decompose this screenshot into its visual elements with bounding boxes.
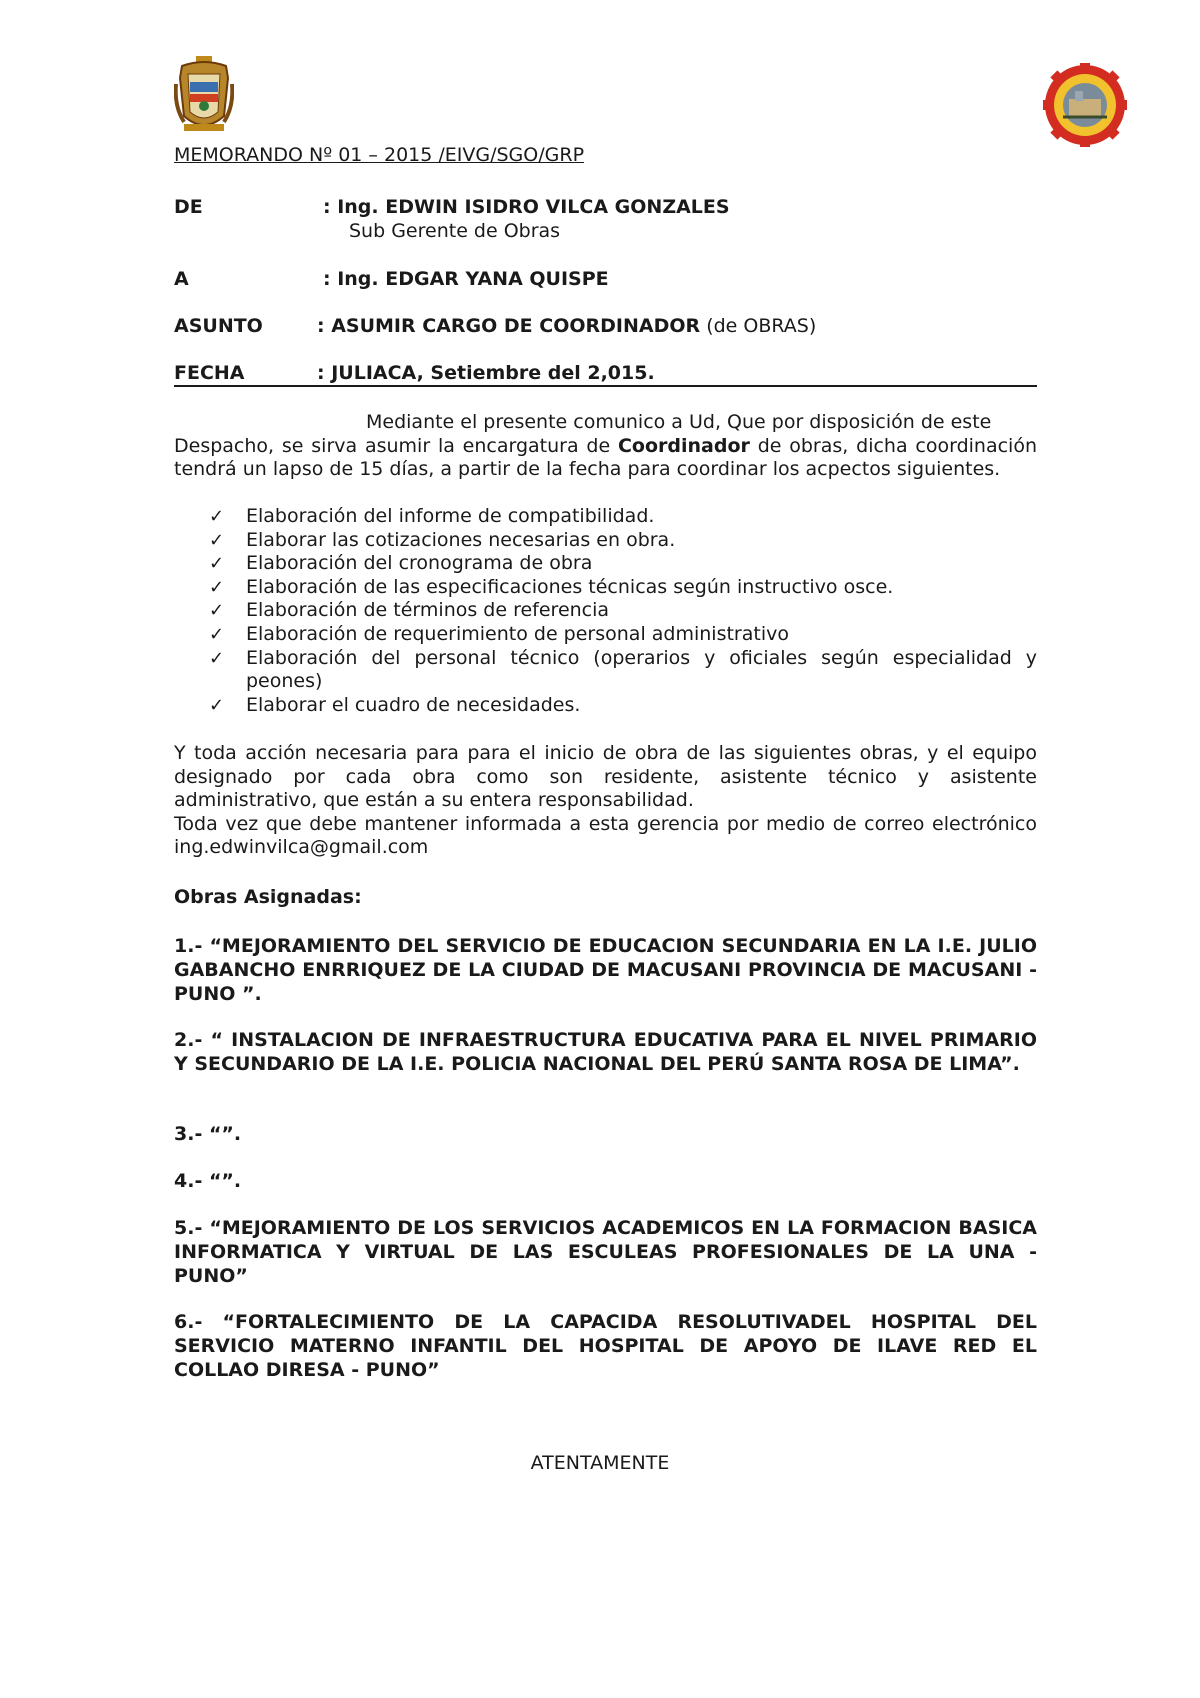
obra-item-3: 3.- “”. [174, 1123, 242, 1145]
checklist-item [174, 623, 1037, 647]
checklist-item [174, 529, 1037, 553]
para3: Toda vez que debe mantener informada a esta gerencia por medio de correo electrónico ing.edwinvilca@gmail.com [174, 812, 1037, 858]
checkmark-icon: ✓ [209, 694, 225, 716]
checklist-text: Elaboración de términos de referencia [246, 599, 610, 622]
memo-title: MEMORANDO Nº 01 – 2015 /EIVG/SGO/GRP [174, 144, 585, 166]
header-divider [174, 385, 1037, 387]
checkmark-icon: ✓ [209, 647, 225, 669]
checklist-item [174, 647, 1037, 694]
checklist-text: Elaboración del informe de compatibilidad. [246, 505, 655, 527]
coat-of-arms-logo [174, 56, 234, 134]
a-value: : Ing. EDGAR YANA QUISPE [323, 268, 609, 290]
de-value: : Ing. EDWIN ISIDRO VILCA GONZALES [323, 196, 730, 218]
obra-item-5: 5.- “MEJORAMIENTO DE LOS SERVICIOS ACADEMICOS EN LA FORMACION BASICA INFORMATICA Y VIRTUAL DE LAS ESCULEAS PROFESIONALES DE LA UNA - PUNO” [174, 1217, 1037, 1287]
de-label: DE [174, 196, 203, 218]
obra-item-6: 6.- “FORTALECIMIENTO DE LA CAPACIDA RESOLUTIVADEL HOSPITAL DEL SERVICIO MATERNO INFANTIL DEL HOSPITAL DE APOYO DE ILAVE RED EL COLLAO DIRESA - PUNO” [174, 1311, 1037, 1381]
obra-item-1: 1.- “MEJORAMIENTO DEL SERVICIO DE EDUCACION SECUNDARIA EN LA I.E. JULIO GABANCHO ENRRIQUEZ DE LA CIUDAD DE MACUSANI PROVINCIA DE MACUSANI -PUNO ”. [174, 935, 1037, 1005]
checklist-text: Elaboración de las especificaciones técnicas según instructivo osce. [246, 575, 894, 598]
checkmark-icon: ✓ [209, 623, 225, 645]
checklist-item [174, 599, 1037, 623]
intro-post: de obras, dicha coordinación tendrá un lapso de 15 días, a partir de la fecha para coordinar los acpectos siguientes. [174, 434, 1037, 480]
intro-paragraph [174, 411, 1037, 482]
intro-bold: Coordinador [617, 434, 750, 457]
fecha-value: : JULIACA, Setiembre del 2,015. [317, 362, 655, 384]
para2: Y toda acción necesaria para para el inicio de obra de las siguientes obras, y el equipo designado por cada obra como son residente, asistente técnico y asistente administrativo, que están a su entera responsabilidad. [174, 742, 1037, 811]
checklist-item [174, 694, 1037, 718]
asunto-label: ASUNTO [174, 315, 263, 337]
task-checklist [174, 505, 1037, 717]
checklist-text: Elaboración del cronograma de obra [246, 552, 593, 575]
checkmark-icon: ✓ [209, 576, 225, 598]
obras-heading: Obras Asignadas: [174, 886, 362, 908]
asunto-value: : ASUMIR CARGO DE COORDINADOR [317, 315, 701, 337]
checklist-text: Elaboración de requerimiento de personal administrativo [246, 622, 789, 645]
checkmark-icon: ✓ [209, 529, 225, 551]
obra-item-2: 2.- “ INSTALACION DE INFRAESTRUCTURA EDUCATIVA PARA EL NIVEL PRIMARIO Y SECUNDARIO DE LA I.E. POLICIA NACIONAL DEL PERÚ SANTA ROSA DE LIMA”. [174, 1029, 1037, 1075]
checkmark-icon: ✓ [209, 506, 225, 527]
checklist-text: Elaborar las cotizaciones necesarias en obra. [246, 528, 676, 551]
action-paragraph [174, 742, 1037, 860]
a-label: A [174, 268, 189, 290]
checklist-text: Elaboración del personal técnico (operarios y oficiales según especialidad y peones) [246, 646, 1037, 693]
checklist-item [174, 576, 1037, 600]
fecha-label: FECHA [174, 362, 245, 384]
intro-first-line: Mediante el presente comunico a Ud, Que por disposición de este [366, 411, 992, 433]
intro-pre: Despacho, se sirva asumir la encargatura de [174, 434, 618, 457]
asunto-line [317, 315, 816, 337]
closing-text: ATENTAMENTE [530, 1452, 670, 1474]
intro-rest [174, 435, 1037, 482]
checklist-item [174, 552, 1037, 576]
checkmark-icon: ✓ [209, 553, 225, 575]
checklist-item [174, 505, 1037, 529]
checklist-text: Elaborar el cuadro de necesidades. [246, 693, 581, 716]
asunto-note: (de OBRAS) [706, 315, 817, 337]
obra-item-4: 4.- “”. [174, 1170, 242, 1192]
de-role: Sub Gerente de Obras [349, 220, 561, 242]
civil-engineering-seal-logo [1043, 63, 1127, 147]
checkmark-icon: ✓ [209, 600, 225, 622]
